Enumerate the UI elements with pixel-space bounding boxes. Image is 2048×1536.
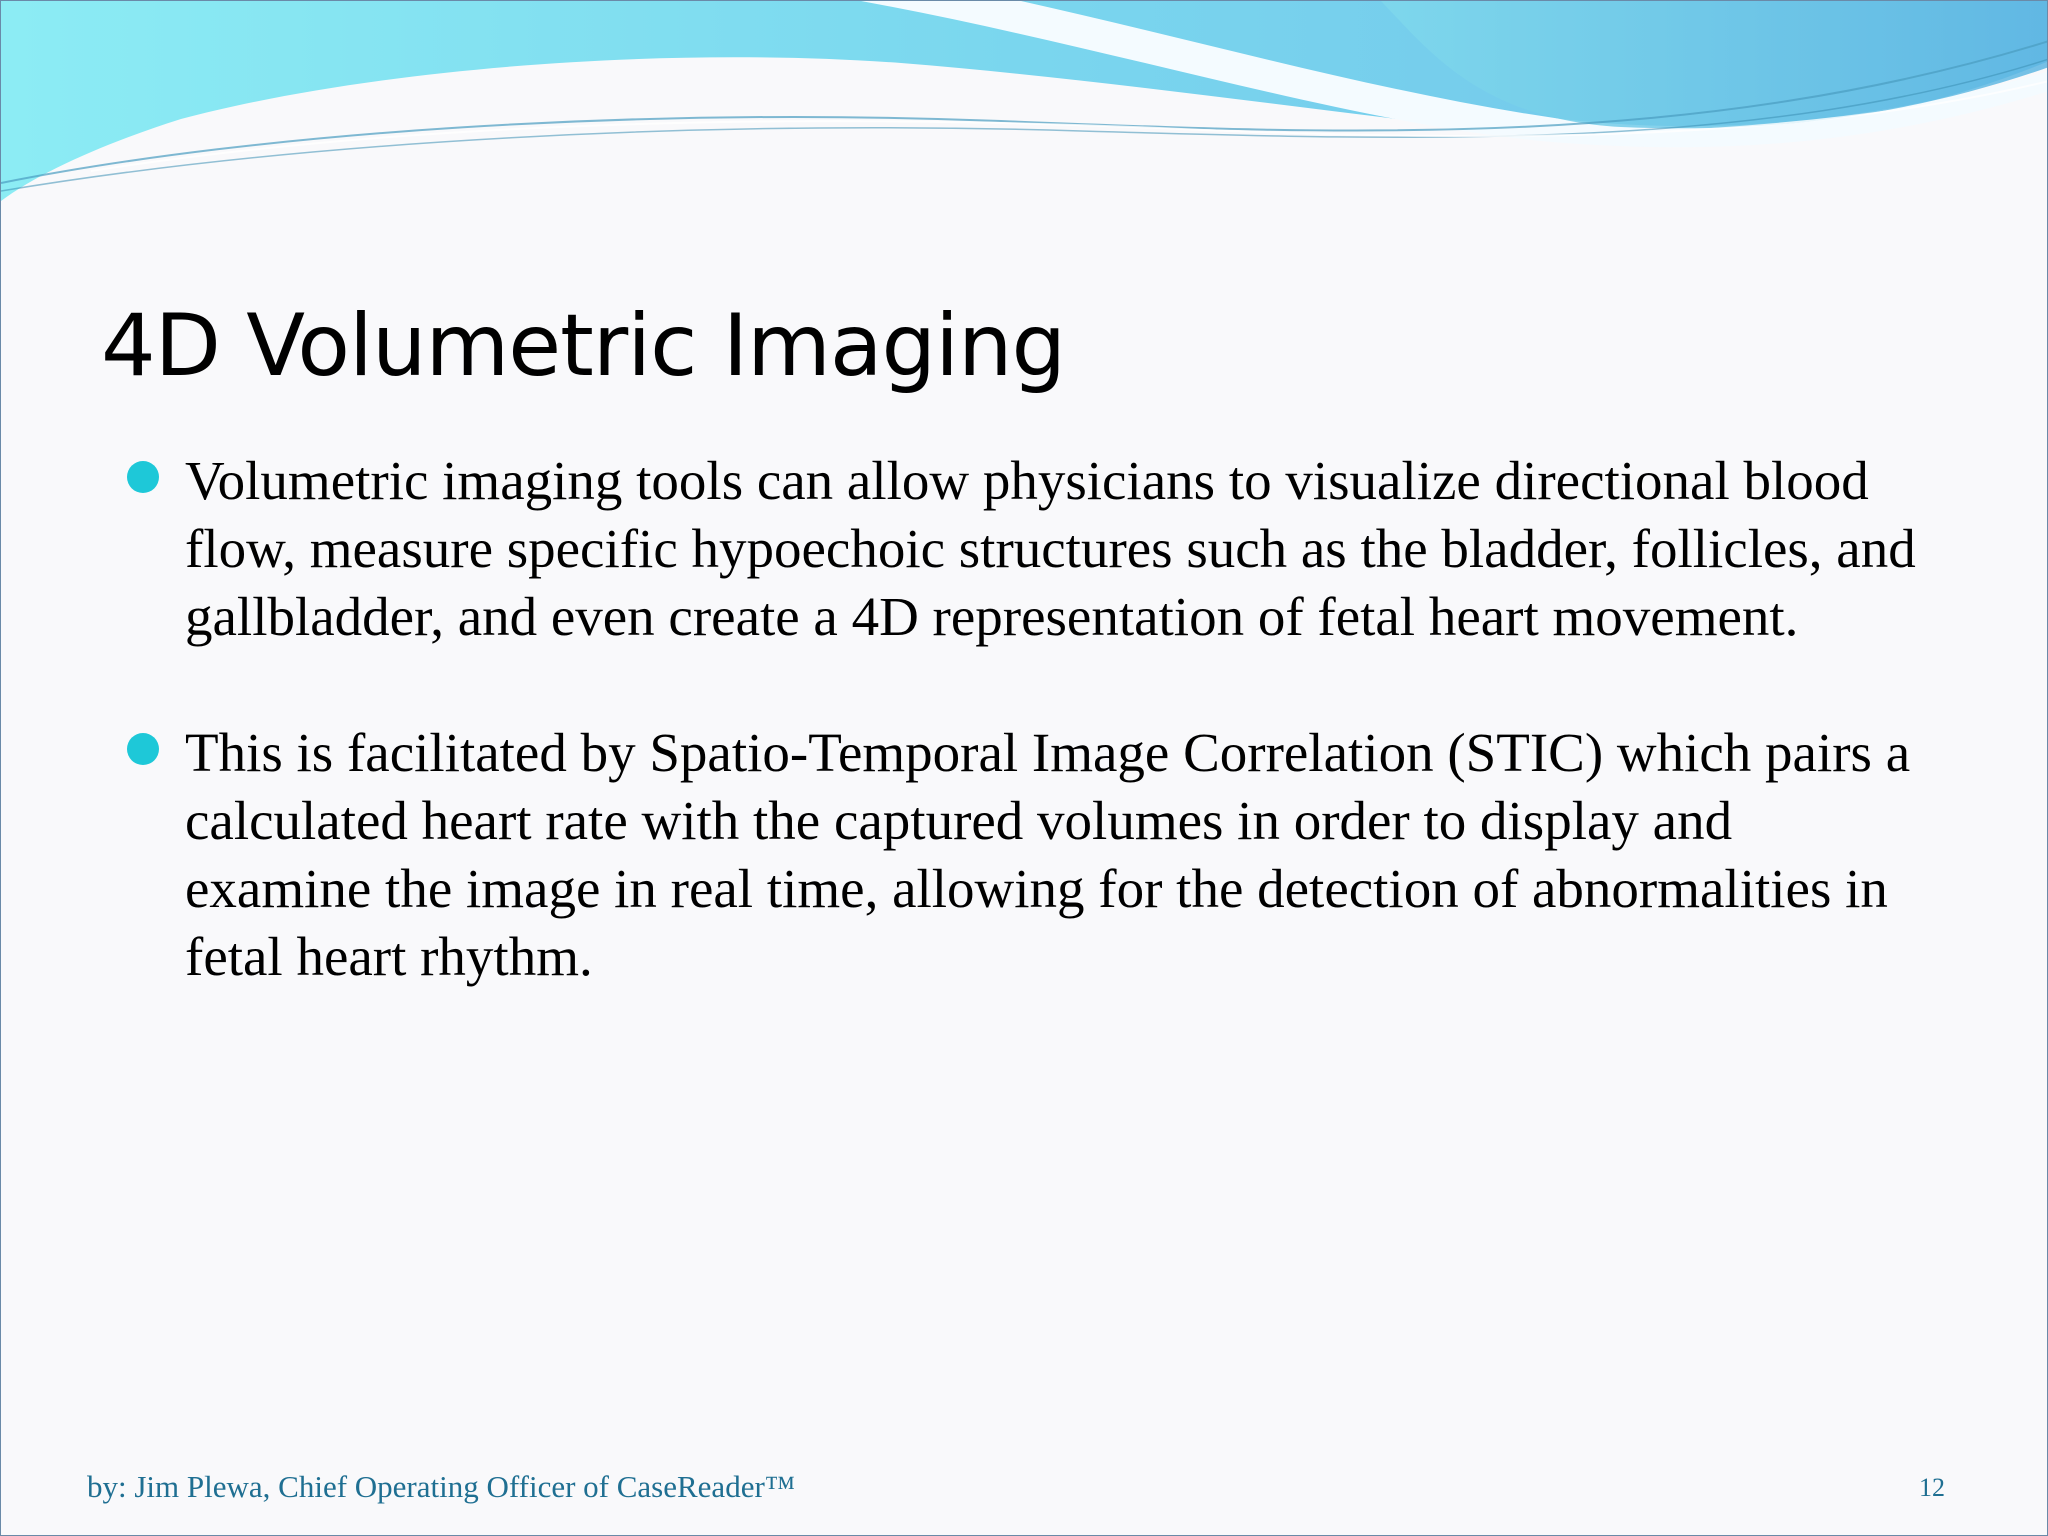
page-number: 12 [1919,1473,1945,1502]
header-wave-decoration [1,1,2048,241]
bullet-list [127,447,1927,1059]
bullet-item [127,447,1927,651]
footer-author: by: Jim Plewa, Chief Operating Officer of CaseReader™ [87,1469,796,1504]
bullet-item [127,719,1927,991]
bullet-dot-icon [127,461,159,493]
bullet-dot-icon [127,733,159,765]
bullet-text: Volumetric imaging tools can allow physicians to visualize directional blood flow, measure specific hypoechoic structures such as the bladder, follicles, and gallbladder, and even create a 4D representation of fetal heart movement. [185,450,1916,647]
bullet-text: This is facilitated by Spatio-Temporal Image Correlation (STIC) which pairs a calculated heart rate with the captured volumes in order to display and examine the image in real time, allowing for the detection of abnormalities in fetal heart rhythm. [185,722,1911,987]
slide-title: 4D Volumetric Imaging [101,296,1066,396]
